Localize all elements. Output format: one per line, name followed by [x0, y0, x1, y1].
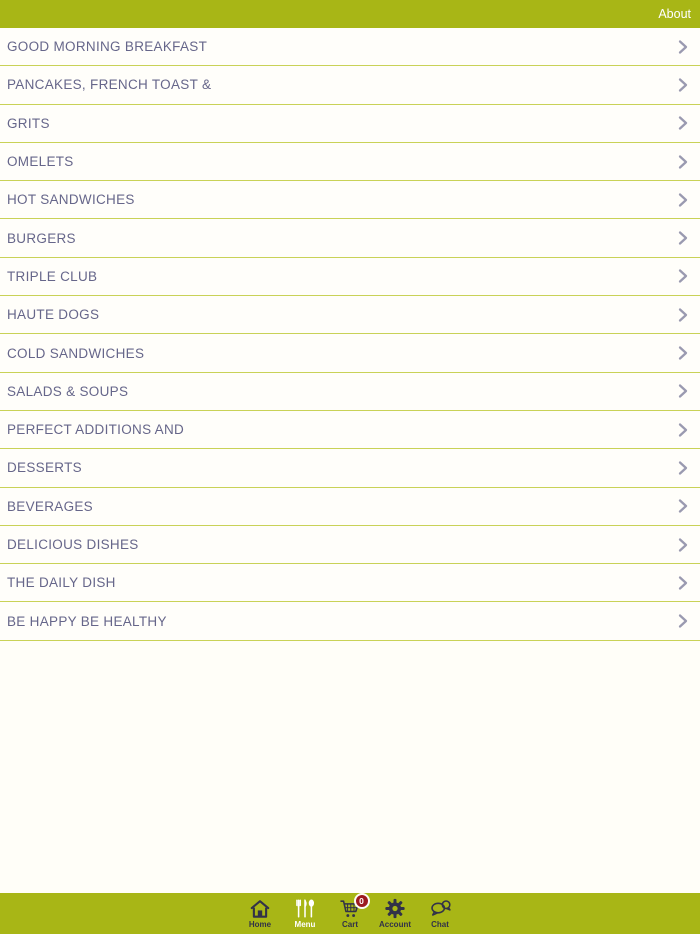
menu-category-label: HOT SANDWICHES — [7, 192, 135, 208]
chevron-right-icon — [678, 575, 688, 591]
cart-badge: 0 — [354, 893, 370, 909]
menu-category-row[interactable] — [0, 411, 700, 449]
chevron-right-icon — [678, 115, 688, 131]
menu-category-row[interactable] — [0, 66, 700, 104]
tab-chat-label: Chat — [431, 920, 449, 929]
chevron-right-icon — [678, 230, 688, 246]
tab-account[interactable] — [373, 898, 418, 929]
menu-category-row[interactable] — [0, 449, 700, 487]
chevron-right-icon — [678, 77, 688, 93]
menu-category-label: COLD SANDWICHES — [7, 345, 145, 361]
chevron-right-icon — [678, 613, 688, 629]
menu-category-label: GRITS — [7, 115, 50, 131]
chevron-right-icon — [678, 422, 688, 438]
chevron-right-icon — [678, 154, 688, 170]
menu-category-label: SALADS & SOUPS — [7, 383, 129, 399]
tab-menu[interactable] — [283, 898, 328, 929]
menu-category-list — [0, 28, 700, 641]
tab-account-label: Account — [379, 920, 411, 929]
top-bar — [0, 0, 700, 28]
menu-category-row[interactable] — [0, 526, 700, 564]
chevron-right-icon — [678, 460, 688, 476]
utensils-icon — [294, 898, 316, 919]
menu-category-label: PERFECT ADDITIONS AND — [7, 422, 185, 438]
about-button[interactable]: About — [658, 7, 691, 21]
menu-category-label: PANCAKES, FRENCH TOAST & — [7, 77, 212, 93]
menu-category-label: BE HAPPY BE HEALTHY — [7, 613, 167, 629]
tab-cart-label: Cart — [341, 920, 358, 929]
menu-category-row[interactable] — [0, 373, 700, 411]
menu-category-row[interactable] — [0, 105, 700, 143]
gear-icon — [384, 898, 406, 919]
chevron-right-icon — [678, 498, 688, 514]
chevron-right-icon — [678, 537, 688, 553]
bottom-tab-bar — [0, 893, 700, 934]
tab-chat[interactable] — [418, 898, 463, 929]
menu-category-label: HAUTE DOGS — [7, 307, 100, 323]
chevron-right-icon — [678, 383, 688, 399]
chevron-right-icon — [678, 307, 688, 323]
menu-category-row[interactable] — [0, 334, 700, 372]
chevron-right-icon — [678, 345, 688, 361]
menu-category-label: THE DAILY DISH — [7, 575, 116, 591]
menu-category-row[interactable] — [0, 143, 700, 181]
home-icon — [249, 898, 271, 919]
menu-category-label: BEVERAGES — [7, 498, 93, 514]
tab-menu-label: Menu — [294, 920, 316, 929]
menu-category-row[interactable] — [0, 258, 700, 296]
empty-content-area — [0, 641, 700, 893]
tab-home[interactable] — [238, 898, 283, 929]
menu-category-label: TRIPLE CLUB — [7, 268, 98, 284]
menu-category-row[interactable] — [0, 181, 700, 219]
tab-cart[interactable] — [328, 895, 373, 929]
menu-category-label: OMELETS — [7, 154, 74, 170]
menu-category-label: DELICIOUS DISHES — [7, 537, 139, 552]
tab-home-label: Home — [248, 920, 272, 929]
chevron-right-icon — [678, 192, 688, 208]
chevron-right-icon — [678, 39, 688, 55]
chevron-right-icon — [678, 268, 688, 284]
menu-category-label: DESSERTS — [7, 460, 82, 476]
chat-icon — [429, 898, 452, 919]
menu-category-row[interactable] — [0, 564, 700, 602]
menu-category-row[interactable] — [0, 602, 700, 640]
menu-category-row[interactable] — [0, 488, 700, 526]
menu-category-label: GOOD MORNING BREAKFAST — [7, 39, 208, 55]
menu-category-row[interactable] — [0, 296, 700, 334]
menu-category-row[interactable] — [0, 219, 700, 257]
menu-category-row[interactable] — [0, 28, 700, 66]
menu-category-label: BURGERS — [7, 230, 76, 246]
